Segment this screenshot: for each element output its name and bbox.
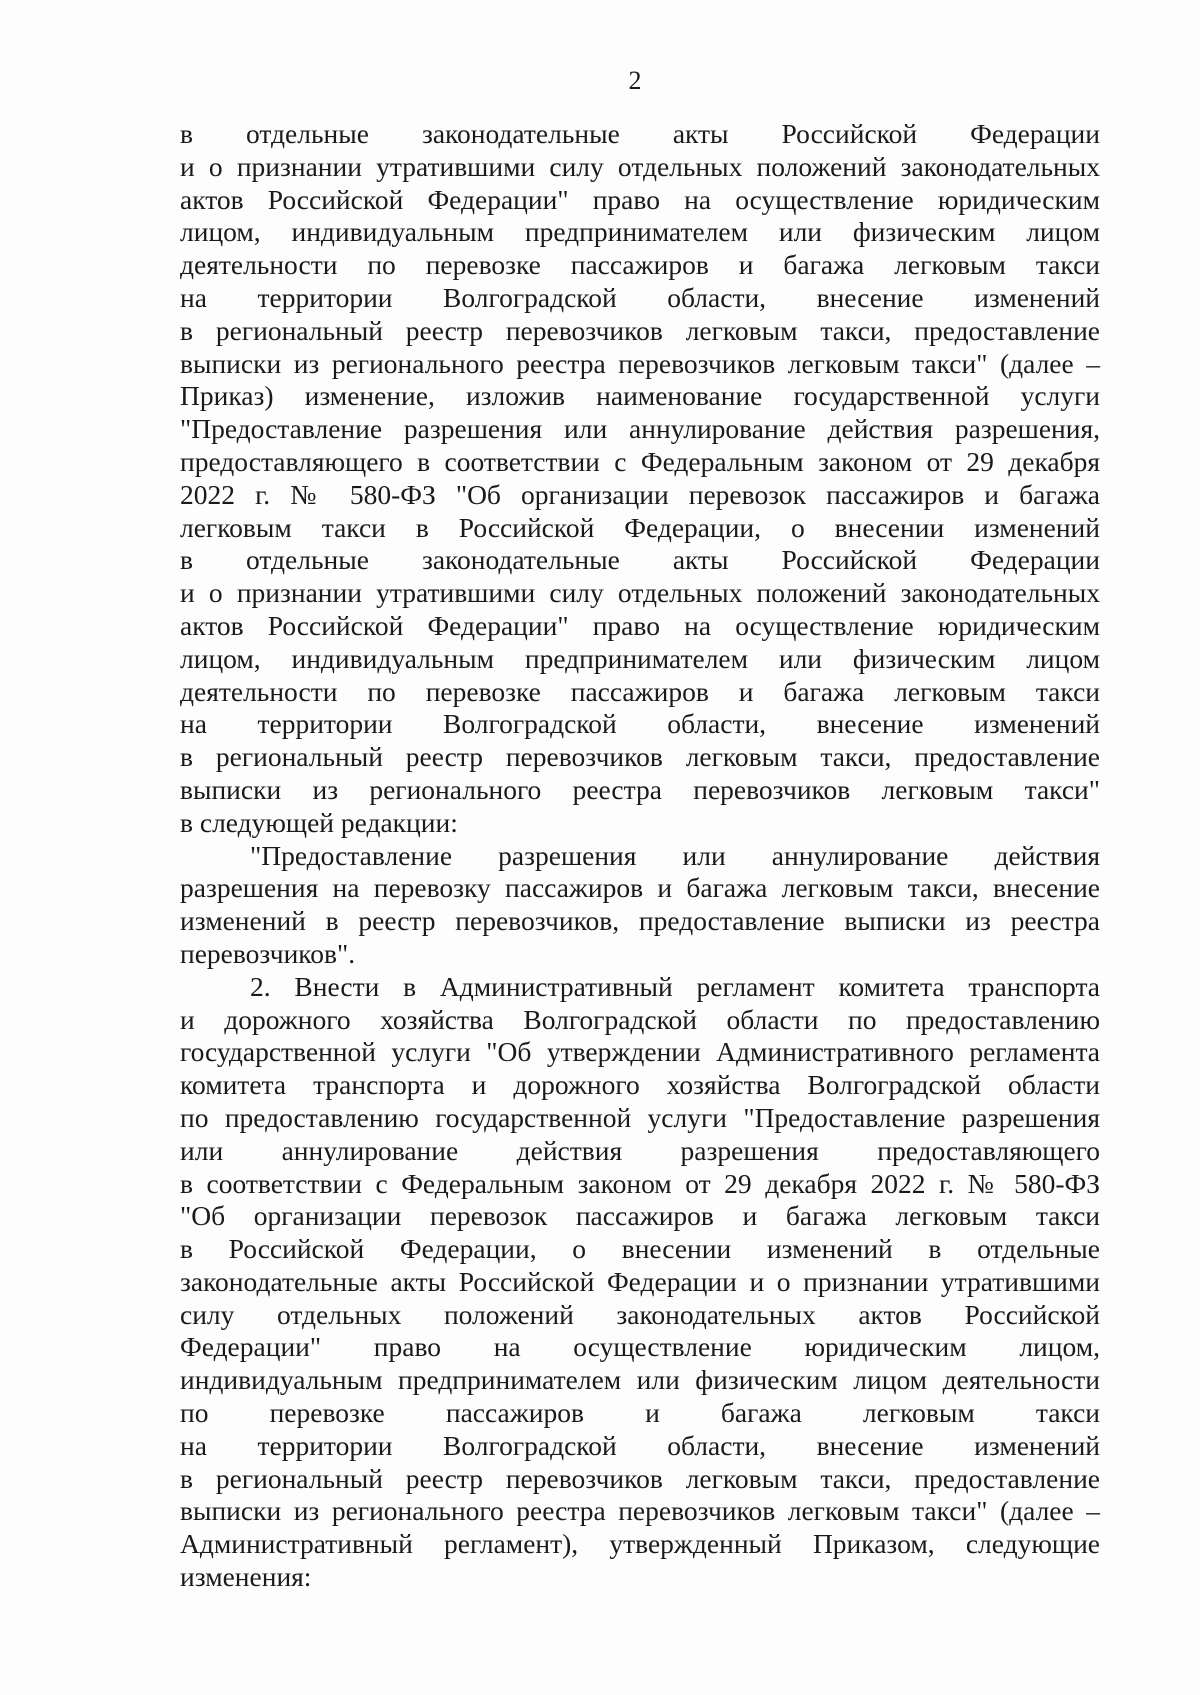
text-line: Федерации" право на осуществление юридическим лицом, [180,1331,1100,1363]
text-line: деятельности по перевозке пассажиров и багажа легковым такси [180,675,1100,707]
text-line: в соответствии с Федеральным законом от 29 декабря 2022 г. № 580-ФЗ [180,1167,1100,1199]
text-line: государственной услуги "Об утверждении Административного регламента [180,1036,1100,1068]
text-line: изменений в реестр перевозчиков, предоставление выписки из реестра [180,905,1100,937]
text-line: "Предоставление разрешения или аннулирование действия [250,839,1100,871]
text-line: в региональный реестр перевозчиков легковым такси, предоставление [180,314,1100,346]
text-line: в региональный реестр перевозчиков легковым такси, предоставление [180,1462,1100,1494]
text-line: силу отдельных положений законодательных актов Российской [180,1298,1100,1330]
text-line: 2022 г. № 580-ФЗ "Об организации перевозок пассажиров и багажа [180,478,1100,510]
text-line: изменения: [180,1561,312,1593]
text-line: выписки из регионального реестра перевозчиков легковым такси" (далее – [180,347,1100,379]
text-line: и о признании утратившими силу отдельных положений законодательных [180,577,1100,609]
text-line: в следующей редакции: [180,806,458,838]
text-line: деятельности по перевозке пассажиров и багажа легковым такси [180,249,1100,281]
page-number: 2 [628,66,642,95]
text-line: в региональный реестр перевозчиков легковым такси, предоставление [180,741,1100,773]
text-line: по перевозке пассажиров и багажа легковым такси [180,1397,1100,1429]
document-body [180,118,1100,1594]
text-line: перевозчиков". [180,937,356,969]
text-line: лицом, индивидуальным предпринимателем или физическим лицом [180,642,1100,674]
text-line: "Предоставление разрешения или аннулирование действия разрешения, [180,413,1100,445]
text-line: выписки из регионального реестра перевозчиков легковым такси" (далее – [180,1495,1100,1527]
text-line: выписки из регионального реестра перевозчиков легковым такси" [180,773,1100,805]
text-line: в отдельные законодательные акты Российской Федерации [180,118,1100,149]
text-line: разрешения на перевозку пассажиров и багажа легковым такси, внесение [180,872,1100,904]
paragraph-quoted-title [180,840,1100,971]
text-line: Приказ) изменение, изложив наименование государственной услуги [180,380,1100,412]
text-line: в Российской Федерации, о внесении изменений в отдельные [180,1233,1100,1265]
text-line: предоставляющего в соответствии с Федеральным законом от 29 декабря [180,445,1100,477]
text-line: комитета транспорта и дорожного хозяйства Волгоградской области [180,1069,1100,1101]
paragraph-continuation [180,118,1100,840]
text-line: легковым такси в Российской Федерации, о внесении изменений [180,511,1100,543]
text-line: или аннулирование действия разрешения предоставляющего [180,1134,1100,1166]
text-line: законодательные акты Российской Федерации и о признании утратившими [180,1265,1100,1297]
text-line: на территории Волгоградской области, внесение изменений [180,708,1100,740]
text-line: на территории Волгоградской области, внесение изменений [180,281,1100,313]
text-line: лицом, индивидуальным предпринимателем или физическим лицом [180,216,1100,248]
text-line: актов Российской Федерации" право на осуществление юридическим [180,183,1100,215]
paragraph-item-2 [180,971,1100,1594]
text-line: актов Российской Федерации" право на осуществление юридическим [180,609,1100,641]
text-line: и дорожного хозяйства Волгоградской области по предоставлению [180,1003,1100,1035]
text-line: 2. Внести в Административный регламент комитета транспорта [250,970,1100,1002]
text-line: индивидуальным предпринимателем или физическим лицом деятельности [180,1364,1100,1396]
text-line: Административный регламент), утвержденный Приказом, следующие [180,1528,1100,1560]
text-line: и о признании утратившими силу отдельных положений законодательных [180,150,1100,182]
text-line: на территории Волгоградской области, внесение изменений [180,1429,1100,1461]
text-line: в отдельные законодательные акты Российской Федерации [180,544,1100,576]
text-line: "Об организации перевозок пассажиров и багажа легковым такси [180,1200,1100,1232]
text-line: по предоставлению государственной услуги "Предоставление разрешения [180,1101,1100,1133]
